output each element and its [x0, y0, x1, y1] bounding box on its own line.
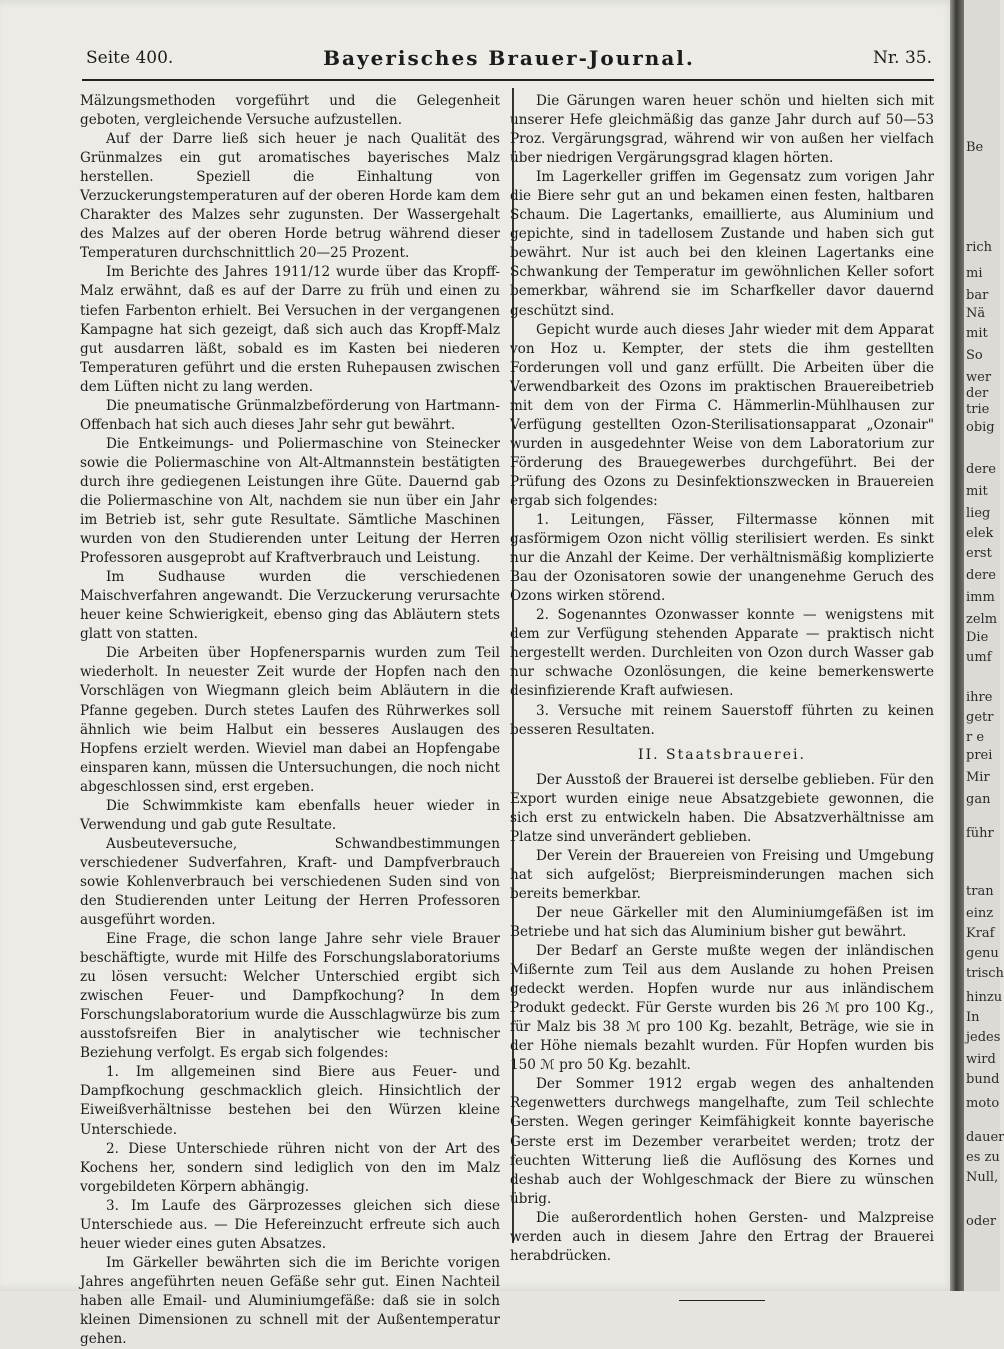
neighbor-text-fragment: mit: [966, 326, 988, 341]
neighbor-text-fragment: Mir: [966, 770, 990, 785]
neighbor-text-fragment: wird: [966, 1052, 996, 1067]
paragraph: Die pneumatische Grünmalzbeförderung von Hartmann-Offenbach hat sich auch dieses Jahr sehr gut bewährt.: [80, 397, 500, 433]
list-item: 3. Im Laufe des Gärprozesses gleichen sich diese Unterschiede aus. — Die Hefereinzucht erfreute sich auch heuer wieder eines guten Absatzes.: [80, 1197, 500, 1252]
neighbor-text-fragment: Nä: [966, 306, 986, 321]
neighbor-text-fragment: der: [966, 386, 989, 401]
neighbor-text-fragment: hinzu: [966, 990, 1003, 1005]
paragraph: Der Sommer 1912 ergab wegen des anhaltenden Regenwetters durchwegs mangelhafte, zum Teil schlechte Gersten. Wegen geringer Keimfähigkeit konnte bayerische Gerste erst im Dezember verarbeitet werden; trotz der feuchten Witterung ließ die Auflösung des Kornes und deshab auch der Wohlgeschmack der Biere zu wünschen übrig.: [510, 1076, 934, 1207]
neighbor-text-fragment: moto: [966, 1096, 1000, 1111]
list-item: 1. Leitungen, Fässer, Filtermasse können mit gasförmigem Ozon nicht völlig sterilisiert werden. Es sinkt nur die Anzahl der Keime. Der verhältnismäßig komplizierte Bau der Ozonisatoren sowie der unangenehme Geruch des Ozons wirken störend.: [510, 512, 934, 605]
neighbor-text-fragment: Null,: [966, 1170, 999, 1185]
paragraph: Die außerordentlich hohen Gersten- und Malzpreise werden auch in diesem Jahre den Ertrag der Brauerei herabdrücken.: [510, 1209, 934, 1264]
neighbor-text-fragment: zelm: [966, 612, 998, 627]
paragraph: Im Lagerkeller griffen im Gegensatz zum vorigen Jahr die Biere sehr gut an und bekamen einen festen, haltbaren Schaum. Die Lagertanks, emaillierte, aus Aluminium und gepichte, sind in tadellosem Zustande und haben sich gut bewährt. Nur ist auch bei den kleinen Lagertanks eine Schwankung der Temperatur im gewöhnlichen Keller sofort bemerkbar, während sie im Scharfkeller davor dauernd geschützt sind.: [510, 169, 934, 319]
neighbor-text-fragment: prei: [966, 748, 993, 763]
neighbor-text-fragment: obig: [966, 420, 995, 435]
paragraph: Im Sudhause wurden die verschiedenen Maischverfahren angewandt. Die Verzuckerung verursachte heuer keine Schwierigkeit, ebenso ging das Abläutern stets glatt von statten.: [80, 569, 500, 643]
paragraph: Im Berichte des Jahres 1911/12 wurde über das Kropff-Malz erwähnt, daß es auf der Darre zu früh und einen zu tiefen Farbenton erhielt. Bei Versuchen in der vergangenen Kampagne hat sich gezeigt, daß sich auch das Kropff-Malz gut ausdarren läßt, sobald es im Kasten bei niederen Temperaturen geführt und die ersten Ruhepausen zwischen dem Lüften nicht zu lang werden.: [80, 264, 500, 395]
list-item: 3. Versuche mit reinem Sauerstoff führten zu keinen besseren Resultaten.: [510, 702, 934, 738]
paragraph: Der Bedarf an Gerste mußte wegen der inländischen Mißernte zum Teil aus dem Auslande zu hohen Preisen gedeckt werden. Hopfen wurde nur aus inländischem Produkt gedeckt. Für Gerste wurden bis 26 ℳ pro 100 Kg., für Malz bis 38 ℳ pro 100 Kg. bezahlt, Beträge, wie sie in der Höhe niemals bezahlt wurden. Für Hopfen wurden bis 150 ℳ pro 50 Kg. bezahlt.: [510, 943, 934, 1074]
paragraph: Auf der Darre ließ sich heuer je nach Qualität des Grünmalzes ein gut aromatisches bayerisches Malz herstellen. Speziell die Einhaltung von Verzuckerungstemperaturen auf der oberen Horde kam dem Charakter des Malzes sehr zugunsten. Der Wassergehalt des Malzes auf der oberen Horde betrug während dieser Temperaturen durchschnittlich 20—25 Prozent.: [80, 131, 500, 262]
neighbor-text-fragment: Die: [966, 630, 989, 645]
neighbor-text-fragment: genu: [966, 946, 999, 961]
journal-title: Bayerisches Brauer-Journal.: [323, 46, 695, 70]
paragraph: Der Verein der Brauereien von Freising und Umgebung hat sich aufgelöst; Bierpreisminderungen machen sich bereits bemerkbar.: [510, 847, 934, 902]
neighbor-text-fragment: r e: [966, 730, 985, 745]
list-item: 2. Diese Unterschiede rühren nicht von der Art des Kochens her, sondern sind lediglich von den im Malz vorgebildeten Körpern abhängig.: [80, 1140, 500, 1195]
section-heading: II. Staatsbrauerei.: [638, 746, 806, 763]
neighbor-text-fragment: rich: [966, 240, 993, 255]
paragraph: Der neue Gärkeller mit den Aluminiumgefäßen ist im Betriebe und hat sich das Aluminium bisher gut bewährt.: [510, 904, 934, 941]
neighbor-text-fragment: bar: [966, 288, 989, 303]
neighbor-text-fragment: trie: [966, 402, 990, 417]
page-number: Seite 400.: [86, 48, 174, 68]
neighbor-text-fragment: elek: [966, 526, 994, 541]
neighbor-text-fragment: jedes: [966, 1030, 1001, 1045]
paragraph: Mälzungsmethoden vorgeführt und die Gelegenheit geboten, vergleichende Versuche aufzustellen.: [80, 93, 500, 129]
neighbor-text-fragment: gan: [966, 792, 991, 807]
neighbor-text-fragment: Be: [966, 140, 984, 155]
paragraph: Die Gärungen waren heuer schön und hielten sich mit unserer Hefe gleichmäßig das ganze Jahr durch auf 50—53 Proz. Vergärungsgrad, während wir von außen her vielfach über niedrigen Vergärungsgrad klagen hörten.: [510, 93, 934, 167]
paragraph: Gepicht wurde auch dieses Jahr wieder mit dem Apparat von Hoz u. Kempter, der stets die ihm gestellten Forderungen voll und ganz erfüllt. Die Arbeiten über die Verwendbarkeit des Ozons im praktischen Brauereibetrieb mit dem von der Firma C. Hämmerlin-Mühlhausen zur Verfügung gestellten Ozon-Sterilisationsapparat „Ozonair" wurden in ausgedehnter Weise von dem Laboratorium zur Förderung des Brauegewerbes durchgeführt. Bei der Prüfung des Ozons zu Desinfektionszwecken in Brauereien ergab sich folgendes:: [510, 321, 934, 509]
left-column: [80, 92, 500, 1349]
list-item: 1. Im allgemeinen sind Biere aus Feuer- und Dampfkochung geschmacklich gleich. Hinsichtlich der Eiweißverhältnisse bestehen bei den Würzen kleine Unterschiede.: [80, 1064, 500, 1138]
neighbor-text-fragment: In: [966, 1010, 980, 1025]
neighbor-text-fragment: So: [966, 348, 983, 363]
neighbor-text-fragment: wer: [966, 370, 992, 385]
page-header: [86, 44, 932, 84]
neighbor-text-fragment: Kraf: [966, 926, 995, 941]
neighbor-text-fragment: mi: [966, 266, 983, 281]
neighbor-text-fragment: getr: [966, 710, 994, 725]
neighbor-text-fragment: dere: [966, 568, 996, 583]
paragraph: Die Arbeiten über Hopfenersparnis wurden zum Teil wiederholt. In neuester Zeit wurde der Hopfen nach den Vorschlägen von Wiegmann gleich beim Abläutern in die Pfanne gegeben. Durch stetes Laufen des Rührwerkes soll ähnlich wie beim Halbut ein besseres Auslaugen des Hopfens erzielt werden. Wieviel man dabei an Hopfengabe einsparen kann, müssen die Untersuchungen, die noch nicht abgeschlossen sind, erst ergeben.: [80, 645, 500, 795]
neighbor-text-fragment: bund: [966, 1072, 1000, 1087]
neighbor-text-fragment: oder: [966, 1214, 997, 1229]
neighbor-text-fragment: führ: [966, 826, 994, 841]
neighbor-page-edge: [964, 0, 1004, 1291]
neighbor-text-fragment: einz: [966, 906, 994, 921]
neighbor-text-fragment: tran: [966, 884, 994, 899]
paragraph: Eine Frage, die schon lange Jahre sehr viele Brauer beschäftigte, wurde mit Hilfe des Forschungslaboratoriums zu lösen versucht: Welcher Unterschied ergibt sich zwischen Feuer- und Dampfkochung? In dem Forschungslaboratorium wurde die Ausschlagwürze bis zum ausstofsreifen Bier in analytischer wie technischer Beziehung verfolgt. Es ergab sich folgendes:: [80, 931, 500, 1062]
paragraph: Die Schwimmkiste kam ebenfalls heuer wieder in Verwendung und gab gute Resultate.: [80, 797, 500, 833]
neighbor-text-fragment: erst: [966, 546, 992, 561]
neighbor-text-fragment: dauer: [966, 1130, 1004, 1145]
paragraph: Im Gärkeller bewährten sich die im Berichte vorigen Jahres angeführten neuen Gefäße sehr gut. Einen Nachteil haben alle Email- und Aluminiumgefäße: daß sie in solch kleinen Dimensionen zu schnell mit der Außentemperatur gehen.: [80, 1254, 500, 1348]
book-gutter: [950, 0, 964, 1291]
paragraph: Ausbeuteversuche, Schwandbestimmungen verschiedener Sudverfahren, Kraft- und Dampfverbrauch sowie Kohlenverbrauch bei verschiedenen Suden sind von den Studierenden unter Leitung der Herren Professoren ausgeführt worden.: [80, 835, 500, 929]
neighbor-text-fragment: imm: [966, 590, 995, 605]
neighbor-text-fragment: dere: [966, 462, 996, 477]
neighbor-text-fragment: umf: [966, 650, 992, 665]
end-rule: [679, 1300, 765, 1301]
header-rule: [82, 79, 934, 81]
paragraph: Der Ausstoß der Brauerei ist derselbe geblieben. Für den Export wurden einige neue Absatzgebiete gewonnen, die sich erst zu entwickeln haben. Die Absatzverhältnisse am Platze sind unverändert geblieben.: [510, 771, 934, 845]
neighbor-text-fragment: ihre: [966, 690, 993, 705]
neighbor-text-fragment: trisch: [966, 966, 1004, 981]
issue-number: Nr. 35.: [873, 48, 932, 68]
list-item: 2. Sogenanntes Ozonwasser konnte — wenigstens mit dem zur Verfügung stehenden Apparate — praktisch nicht hergestellt werden. Durchleiten von Ozon durch Wasser gab nur schwache Ozonlösungen, die keine bemerkenswerte desinfizierende Kraft aufwiesen.: [510, 607, 934, 700]
neighbor-text-fragment: es zu: [966, 1150, 1000, 1165]
paragraph: Die Entkeimungs- und Poliermaschine von Steinecker sowie die Poliermaschine von Alt-Altmannstein bestätigten durch ihre gediegenen Leistungen ihre Güte. Dauernd gab die Poliermaschine von Alt, nachdem sie nun über ein Jahr im Betrieb ist, sehr gute Resultate. Sämtliche Maschinen wurden von den Studierenden unter Leitung der Herren Professoren ausgeprobt auf Kraftverbrauch und Leistung.: [80, 435, 500, 567]
neighbor-text-fragment: mit: [966, 484, 988, 499]
right-column: [510, 92, 934, 1301]
neighbor-text-fragment: lieg: [966, 506, 991, 521]
